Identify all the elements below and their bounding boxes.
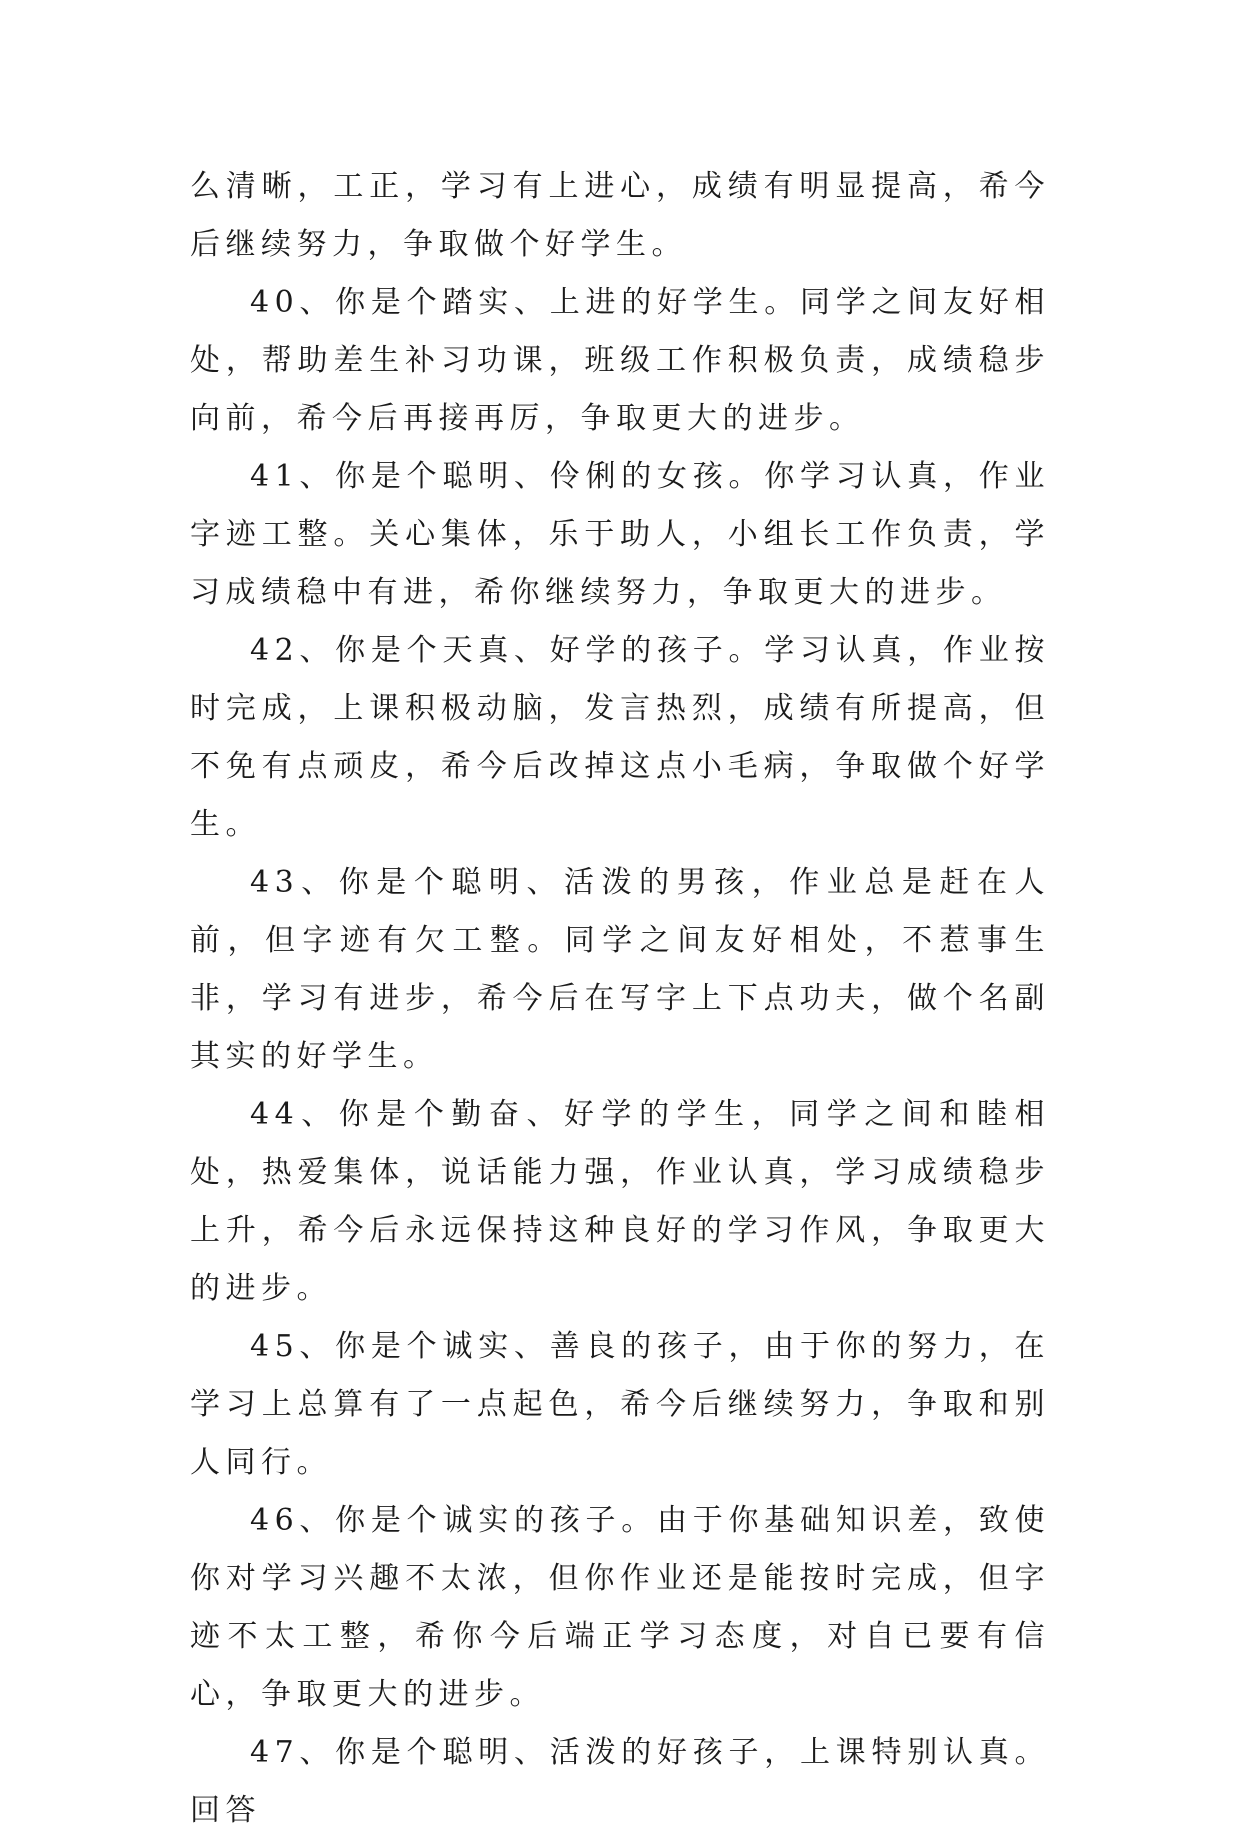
paragraph-41: 41、你是个聪明、伶俐的女孩。你学习认真，作业字迹工整。关心集体，乐于助人，小组长工作负责，学习成绩稳中有进，希你继续努力，争取更大的进步。 bbox=[190, 459, 1050, 610]
paragraph-42: 42、你是个天真、好学的孩子。学习认真，作业按时完成，上课积极动脑，发言热烈，成绩有所提高，但不免有点顽皮，希今后改掉这点小毛病，争取做个好学生。 bbox=[190, 633, 1050, 842]
paragraph-39-continuation: 么清晰，工正，学习有上进心，成绩有明显提高，希今后继续努力，争取做个好学生。 bbox=[190, 169, 1050, 262]
paragraph-40: 40、你是个踏实、上进的好学生。同学之间友好相处，帮助差生补习功课，班级工作积极负责，成绩稳步向前，希今后再接再厉，争取更大的进步。 bbox=[190, 285, 1050, 436]
paragraph-45: 45、你是个诚实、善良的孩子，由于你的努力，在学习上总算有了一点起色，希今后继续努力，争取和别人同行。 bbox=[190, 1329, 1050, 1480]
paragraph-46: 46、你是个诚实的孩子。由于你基础知识差，致使你对学习兴趣不太浓，但你作业还是能按时完成，但字迹不太工整，希你今后端正学习态度，对自已要有信心，争取更大的进步。 bbox=[190, 1503, 1050, 1712]
paragraph-43: 43、你是个聪明、活泼的男孩，作业总是赶在人前，但字迹有欠工整。同学之间友好相处，不惹事生非，学习有进步，希今后在写字上下点功夫，做个名副其实的好学生。 bbox=[190, 865, 1050, 1074]
document-body bbox=[190, 158, 1050, 1840]
paragraph-44: 44、你是个勤奋、好学的学生，同学之间和睦相处，热爱集体，说话能力强，作业认真，学习成绩稳步上升，希今后永远保持这种良好的学习作风，争取更大的进步。 bbox=[190, 1097, 1050, 1306]
paragraph-47-start: 47、你是个聪明、活泼的好孩子，上课特别认真。回答 bbox=[190, 1735, 1050, 1828]
